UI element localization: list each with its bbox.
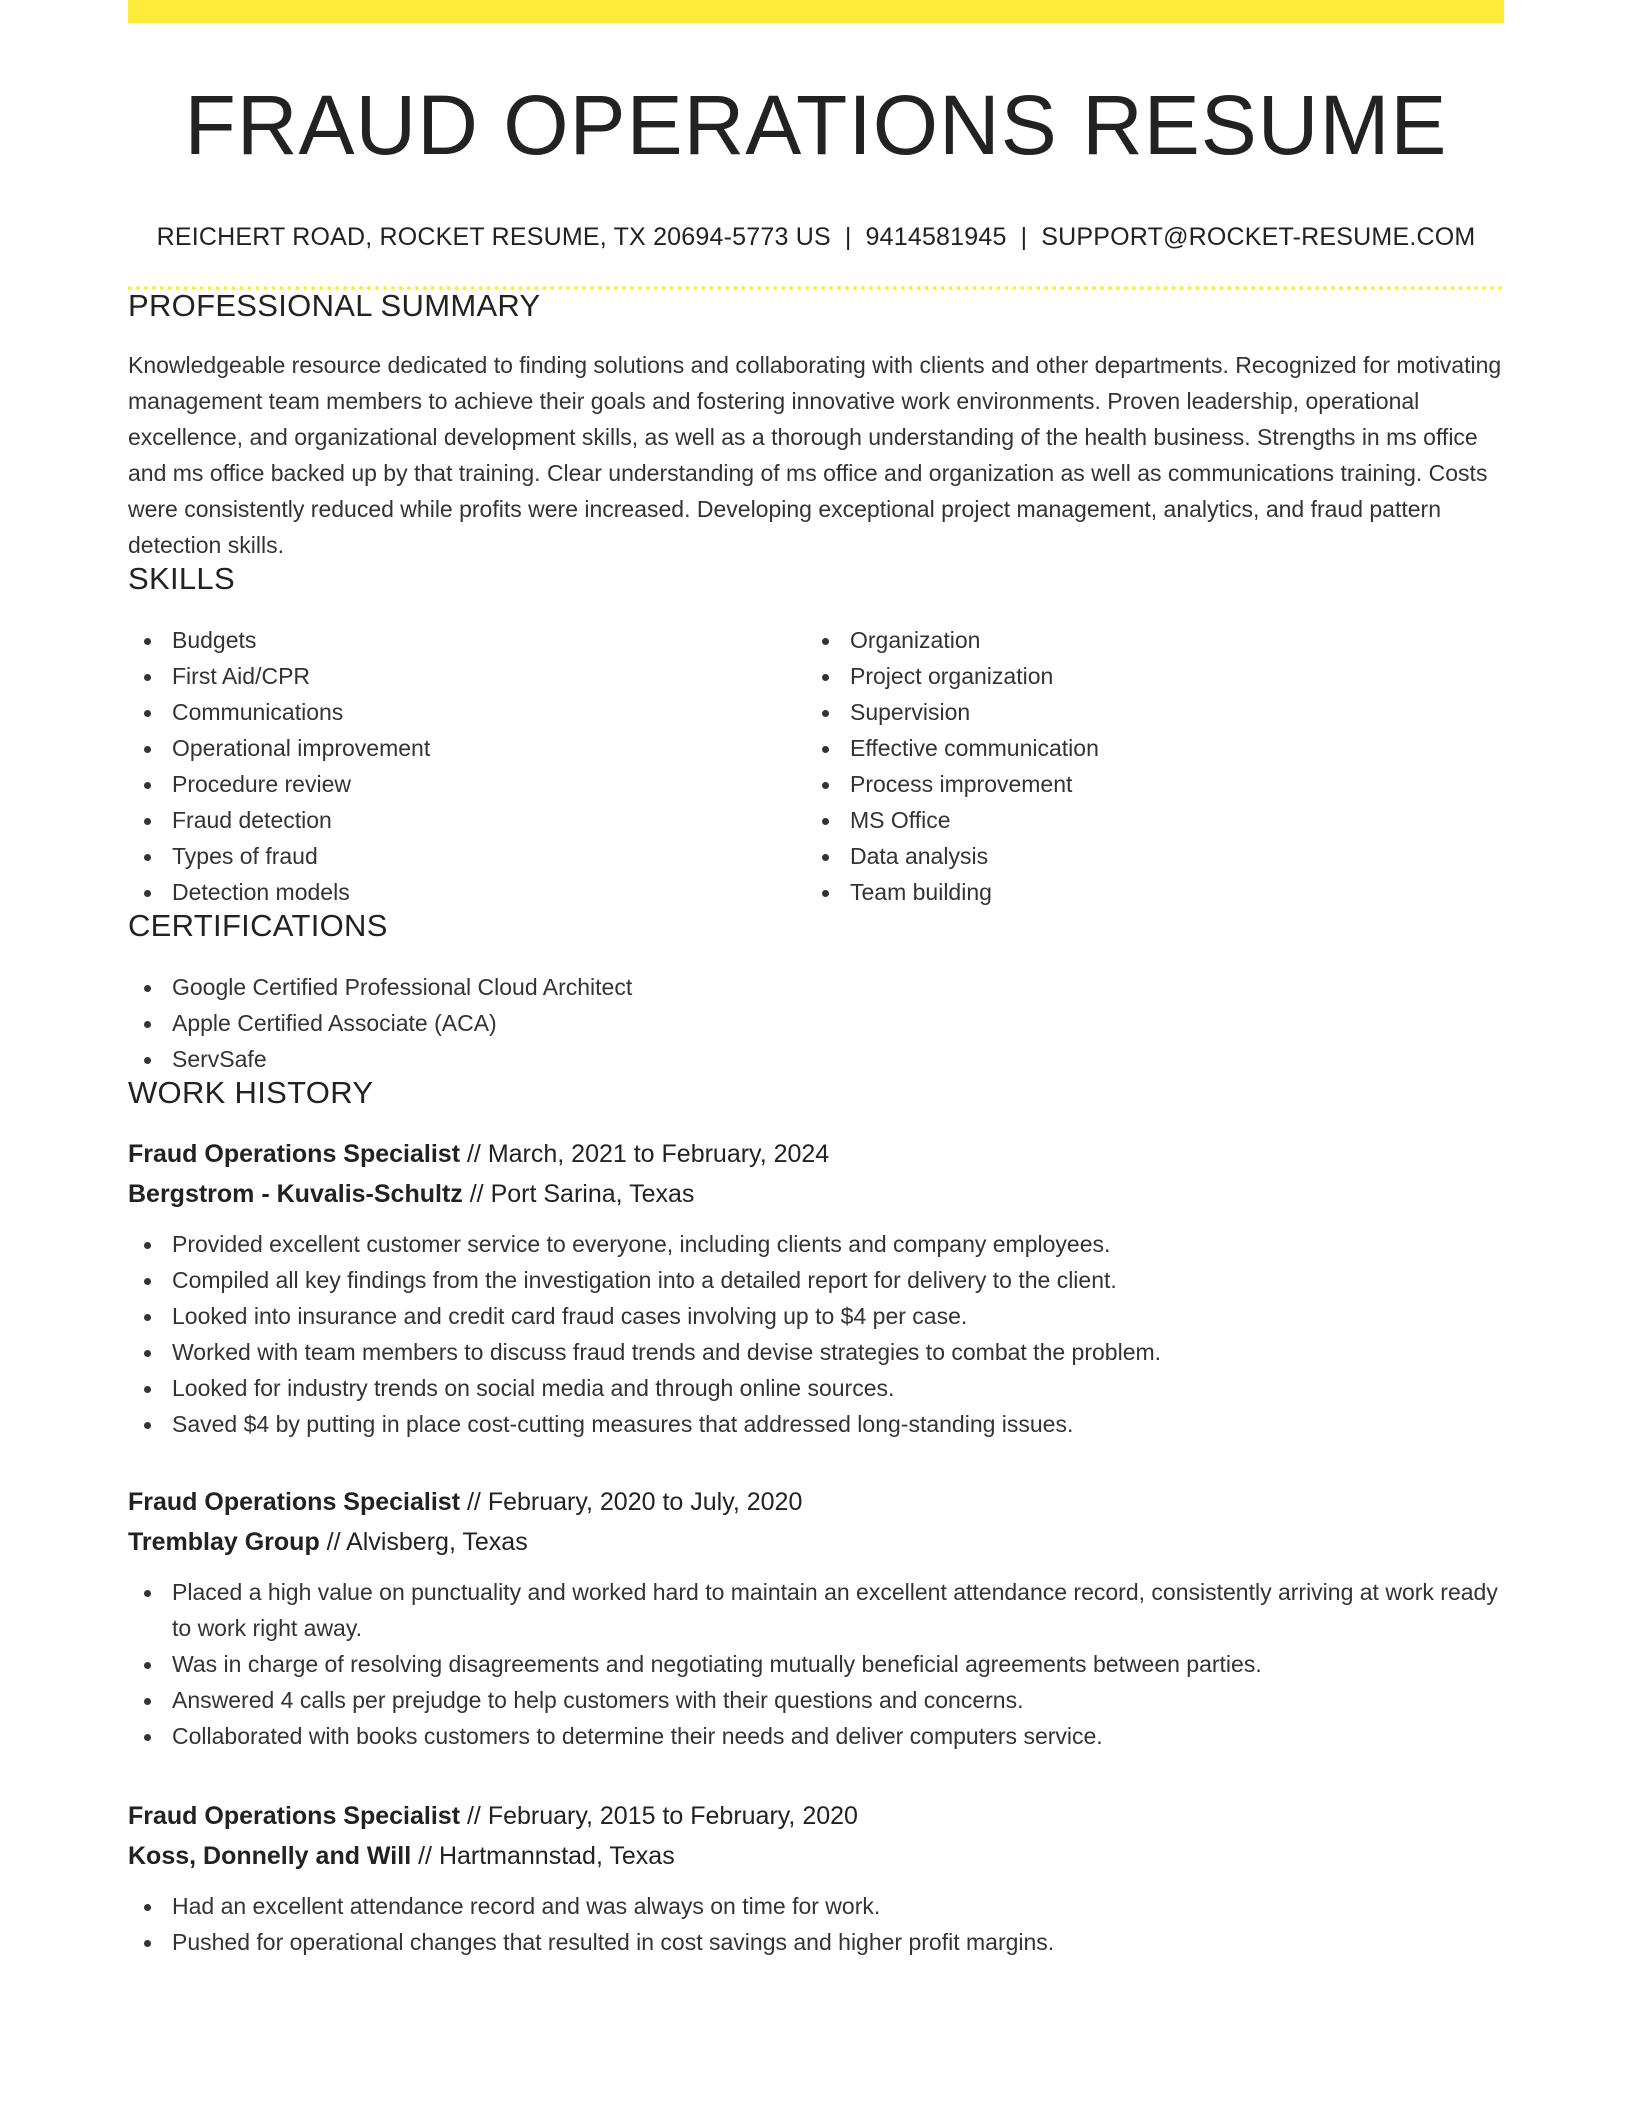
job-duties — [128, 1226, 1504, 1442]
skills-heading: SKILLS — [128, 561, 235, 596]
contact-separator: | — [844, 223, 852, 251]
job-company-line — [128, 1836, 1504, 1876]
skill-item: Fraud detection — [128, 802, 806, 838]
skills-columns — [128, 622, 1504, 910]
job-role: Fraud Operations Specialist — [128, 1488, 461, 1516]
certifications-heading: CERTIFICATIONS — [128, 908, 388, 943]
skill-item: Effective communication — [806, 730, 1484, 766]
skill-item: Project organization — [806, 658, 1484, 694]
job-location: // Alvisberg, Texas — [319, 1528, 528, 1556]
work-history-heading: WORK HISTORY — [128, 1075, 374, 1110]
job-duties — [128, 1888, 1504, 1960]
duty-item: Collaborated with books customers to determine their needs and deliver computers service. — [128, 1718, 1504, 1754]
duty-item: Worked with team members to discuss fraud trends and devise strategies to combat the problem. — [128, 1334, 1504, 1370]
contact-separator: | — [1020, 223, 1028, 251]
skill-item: Procedure review — [128, 766, 806, 802]
certification-item: Apple Certified Associate (ACA) — [128, 1005, 1504, 1041]
skills-list-right — [806, 622, 1484, 910]
job-location: // Hartmannstad, Texas — [411, 1842, 675, 1870]
resume-page — [128, 0, 1504, 1960]
job-location: // Port Sarina, Texas — [462, 1180, 695, 1208]
skills-list-left — [128, 622, 806, 910]
duty-item: Had an excellent attendance record and was always on time for work. — [128, 1888, 1504, 1924]
skill-item: Detection models — [128, 874, 806, 910]
job-entry — [128, 1796, 1504, 1960]
contact-phone: 9414581945 — [865, 223, 1007, 251]
job-role-line — [128, 1482, 1504, 1522]
skill-item: Types of fraud — [128, 838, 806, 874]
job-role-line — [128, 1134, 1504, 1174]
job-role: Fraud Operations Specialist — [128, 1802, 461, 1830]
accent-bar — [128, 0, 1504, 23]
duty-item: Pushed for operational changes that resulted in cost savings and higher profit margins. — [128, 1924, 1504, 1960]
duty-item: Answered 4 calls per prejudge to help customers with their questions and concerns. — [128, 1682, 1504, 1718]
duty-item: Placed a high value on punctuality and worked hard to maintain an excellent attendance record, consistently arriving at work ready to work right away. — [128, 1574, 1504, 1646]
job-role: Fraud Operations Specialist — [128, 1140, 461, 1168]
duty-item: Was in charge of resolving disagreements and negotiating mutually beneficial agreements between parties. — [128, 1646, 1504, 1682]
job-duties — [128, 1574, 1504, 1754]
certification-item: Google Certified Professional Cloud Architect — [128, 969, 1504, 1005]
job-entry — [128, 1482, 1504, 1754]
job-dates: // February, 2020 to July, 2020 — [460, 1488, 803, 1516]
contact-email: SUPPORT@ROCKET-RESUME.COM — [1041, 223, 1476, 251]
skill-item: Team building — [806, 874, 1484, 910]
resume-title: FRAUD OPERATIONS RESUME — [184, 78, 1448, 172]
contact-address: REICHERT ROAD, ROCKET RESUME, TX 20694-5773 US — [156, 223, 831, 251]
skill-item: Organization — [806, 622, 1484, 658]
skill-item: Data analysis — [806, 838, 1484, 874]
skill-item: MS Office — [806, 802, 1484, 838]
summary-text: Knowledgeable resource dedicated to finding solutions and collaborating with clients and other departments. Recognized for motivating management team members to achieve their goals and fostering innovative work environments. Proven leadership, operational excellence, and organizational development skills, as well as a thorough understanding of the health business. Strengths in ms office and ms office backed up by that training. Clear understanding of ms office and organization as well as communications training. Costs were consistently reduced while profits were increased. Developing exceptional project management, analytics, and fraud pattern detection skills. — [128, 352, 1502, 558]
job-role-line — [128, 1796, 1504, 1836]
skill-item: Operational improvement — [128, 730, 806, 766]
job-dates: // March, 2021 to February, 2024 — [460, 1140, 830, 1168]
summary-heading: PROFESSIONAL SUMMARY — [128, 288, 541, 323]
skill-item: Process improvement — [806, 766, 1484, 802]
duty-item: Looked for industry trends on social media and through online sources. — [128, 1370, 1504, 1406]
certification-item: ServSafe — [128, 1041, 1504, 1077]
job-dates: // February, 2015 to February, 2020 — [460, 1802, 858, 1830]
skill-item: Supervision — [806, 694, 1484, 730]
duty-item: Provided excellent customer service to everyone, including clients and company employees. — [128, 1226, 1504, 1262]
contact-line — [128, 225, 1504, 250]
job-entry — [128, 1134, 1504, 1442]
duty-item: Compiled all key findings from the investigation into a detailed report for delivery to the client. — [128, 1262, 1504, 1298]
job-company-line — [128, 1522, 1504, 1562]
job-company: Bergstrom - Kuvalis-Schultz — [128, 1180, 463, 1208]
certifications-list — [128, 969, 1504, 1077]
duty-item: Looked into insurance and credit card fraud cases involving up to $4 per case. — [128, 1298, 1504, 1334]
job-company-line — [128, 1174, 1504, 1214]
job-company: Koss, Donnelly and Will — [128, 1842, 412, 1870]
skill-item: Communications — [128, 694, 806, 730]
skill-item: Budgets — [128, 622, 806, 658]
skill-item: First Aid/CPR — [128, 658, 806, 694]
job-company: Tremblay Group — [128, 1528, 320, 1556]
duty-item: Saved $4 by putting in place cost-cutting measures that addressed long-standing issues. — [128, 1406, 1504, 1442]
